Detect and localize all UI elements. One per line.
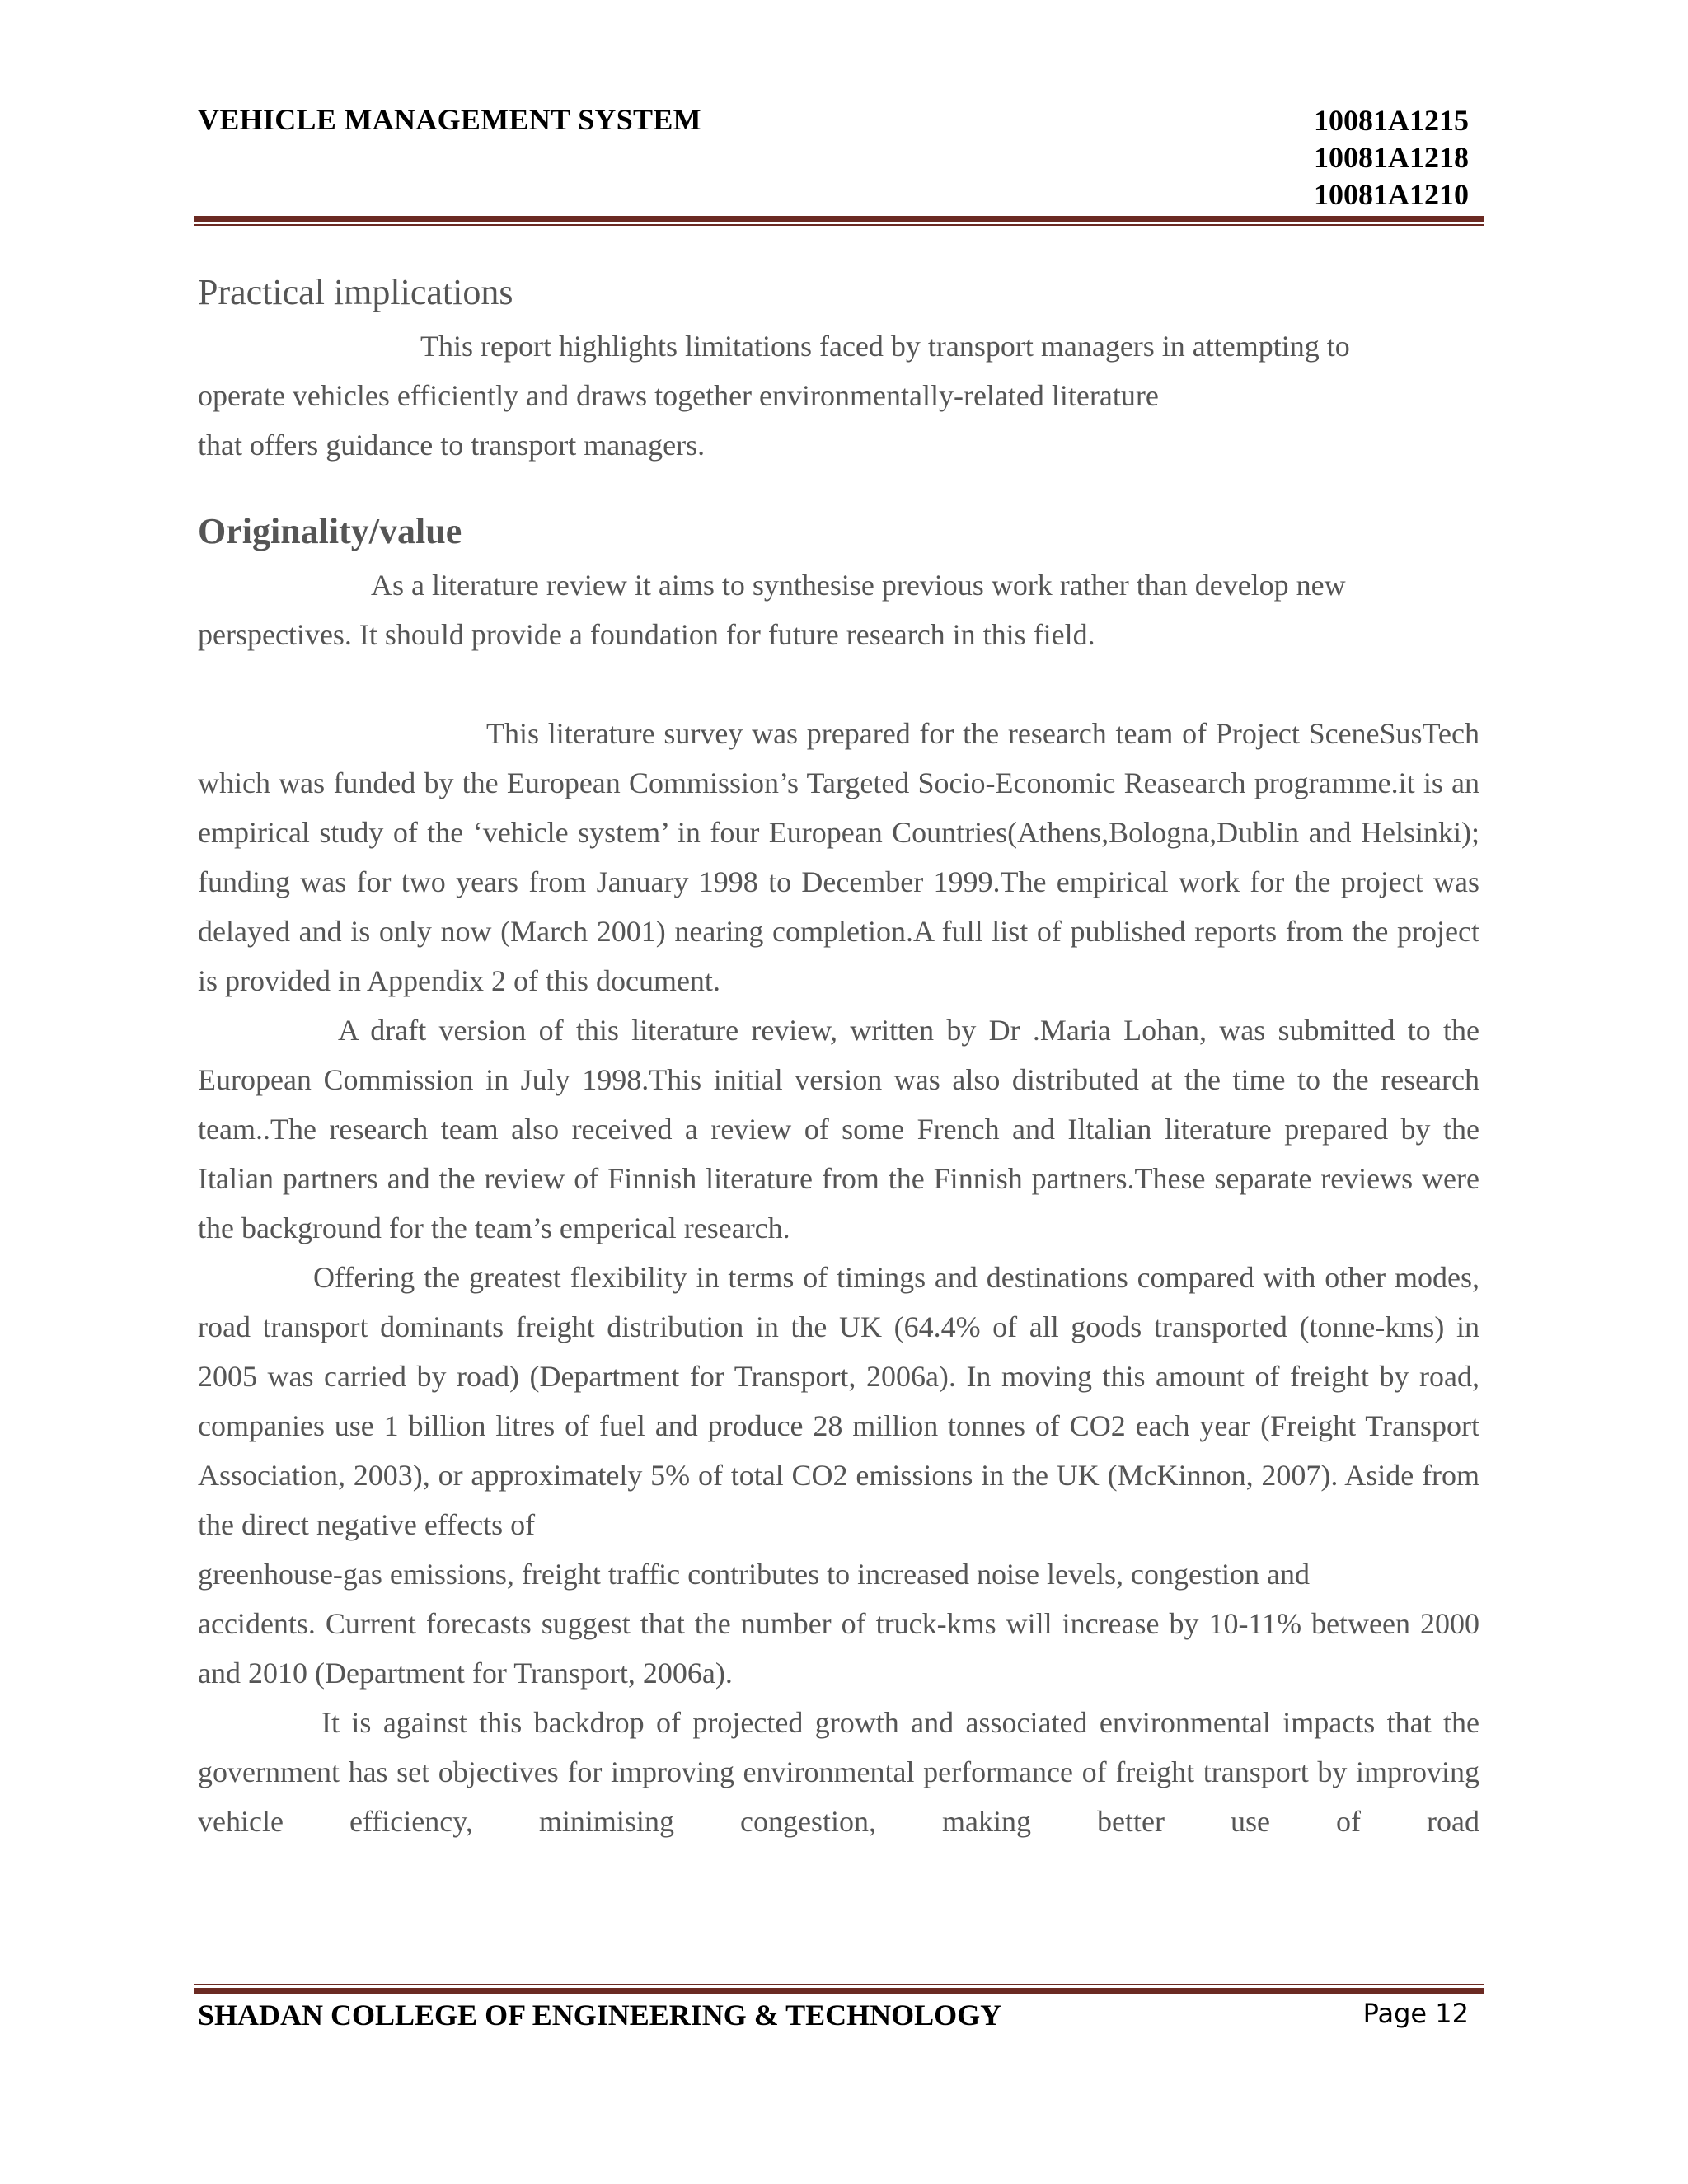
footer-rule: [194, 1984, 1484, 1994]
body-paragraph: It is against this backdrop of projected growth and associated environmental impacts that the government has set objectives for improving environmental performance of freight transport by improving vehicle efficiency, minimising congestion, making better use of road: [198, 1706, 1479, 1838]
page-number: Page 12: [1362, 1998, 1469, 2029]
body-paragraph: Offering the greatest flexibility in terms of timings and destinations compared with other modes, road transport dominants freight distribution in the UK (64.4% of all goods transported (tonne-kms) in 2005 was carried by road) (Department for Transport, 2006a). In moving this amount of freight by road, companies use 1 billion litres of fuel and produce 28 million tonnes of CO2 each year (Freight Transport Association, 2003), or approximately 5% of total CO2 emissions in the UK (McKinnon, 2007). Aside from the direct negative effects of: [198, 1261, 1479, 1541]
section-heading-practical: Practical implications: [198, 272, 513, 312]
student-ids: [1314, 102, 1469, 213]
page-footer: [198, 1998, 1475, 2039]
body-paragraph-3: [198, 1253, 1479, 1698]
body-line: greenhouse-gas emissions, freight traffic contributes to increased noise levels, congestion and: [198, 1558, 1310, 1591]
header-rule: [194, 216, 1484, 226]
page-header: [198, 96, 1475, 219]
practical-line: operate vehicles efficiently and draws together environmentally-related literature: [198, 379, 1159, 412]
page-content: [198, 264, 1479, 1846]
body-paragraph: This literature survey was prepared for the research team of Project SceneSusTech which was funded by the European Commission’s Targeted Socio-Economic Reasearch programme.it is an empirical study of the ‘vehicle system’ in four European Countries(Athens,Bologna,Dublin and Helsinki); funding was for two years from January 1998 to December 1999.The empirical work for the project was delayed and is only now (March 2001) nearing completion.A full list of published reports from the project is provided in Appendix 2 of this document.: [198, 717, 1479, 997]
originality-line: As a literature review it aims to synthesise previous work rather than develop new: [371, 569, 1346, 602]
practical-paragraph: [198, 321, 1479, 470]
practical-line: that offers guidance to transport managers.: [198, 429, 706, 462]
body-paragraph: accidents. Current forecasts suggest that the number of truck-kms will increase by 10-11% between 2000 and 2010 (Department for Transport, 2006a).: [198, 1607, 1479, 1690]
originality-line: perspectives. It should provide a foundation for future research in this field.: [198, 618, 1095, 651]
body-paragraph: A draft version of this literature review, written by Dr .Maria Lohan, was submitted to the European Commission in July 1998.This initial version was also distributed at the time to the research team..The research team also received a review of some French and Iltalian literature prepared by the Italian partners and the review of Finnish literature from the Finnish partners.These separate reviews were the background for the team’s emperical research.: [198, 1014, 1479, 1244]
student-id: 10081A1210: [1314, 178, 1469, 211]
student-id: 10081A1215: [1314, 104, 1469, 137]
practical-line: This report highlights limitations faced by transport managers in attempting to: [420, 330, 1350, 363]
section-heading-originality: Originality/value: [198, 511, 462, 551]
document-title: VEHICLE MANAGEMENT SYSTEM: [198, 103, 701, 136]
student-id: 10081A1218: [1314, 141, 1469, 174]
college-name: SHADAN COLLEGE OF ENGINEERING & TECHNOLOGY: [198, 1999, 1002, 2032]
originality-paragraph: [198, 560, 1479, 659]
